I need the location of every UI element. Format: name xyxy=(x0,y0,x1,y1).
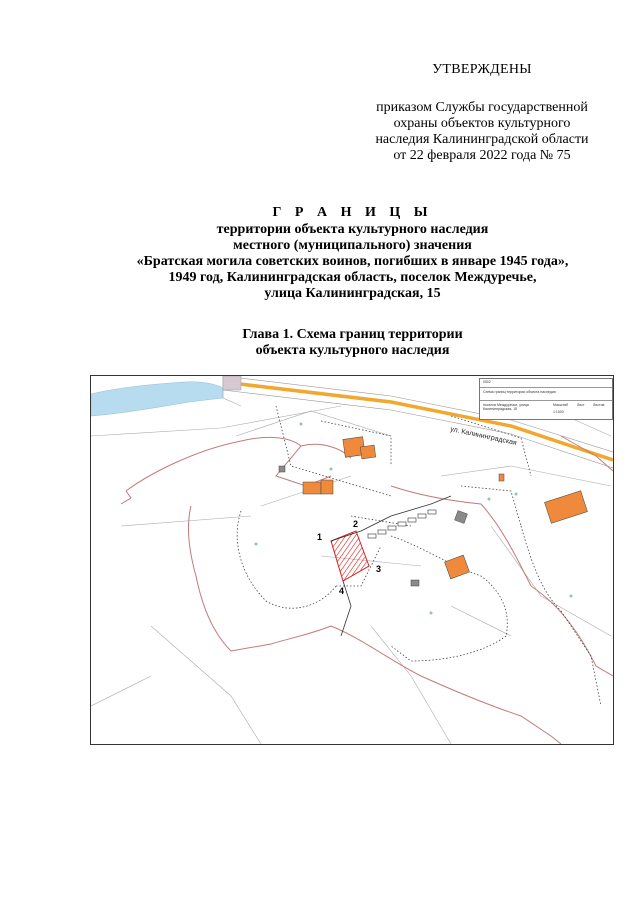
chapter-heading xyxy=(60,327,640,359)
approval-line: приказом Службы государственной xyxy=(376,100,588,115)
title-line: 1949 год, Калининградская область, поселок Междуречье, xyxy=(168,270,537,285)
boundary-map xyxy=(90,375,614,745)
parcel-dotted-lines xyxy=(237,406,601,706)
map-drawing xyxy=(91,376,613,744)
title-main: Г Р А Н И Ц Ы xyxy=(272,205,433,220)
point-label: 3 xyxy=(376,564,382,574)
object-site xyxy=(331,496,451,636)
title-line: улица Калининградская, 15 xyxy=(264,286,441,301)
water-body xyxy=(91,382,223,416)
title-line: «Братская могила советских воинов, погибших в январе 1945 года», xyxy=(136,254,569,269)
fence-segments xyxy=(368,510,436,538)
document-title xyxy=(60,205,640,302)
stamp-code: 0502 xyxy=(483,380,491,384)
point-label: 1 xyxy=(317,532,323,542)
point-label: 2 xyxy=(353,519,359,529)
approval-block xyxy=(362,62,602,164)
title-line: местного (муниципального) значения xyxy=(233,238,472,253)
stamp-scale-label: Масштаб xyxy=(553,403,568,407)
approval-line: наследия Калининградской области xyxy=(375,132,589,147)
stamp-sheets-label: Листов xyxy=(593,403,605,407)
stamp-sheet-label: Лист xyxy=(577,403,585,407)
chapter-line: объекта культурного наследия xyxy=(255,343,450,358)
approval-line: охраны объектов культурного xyxy=(393,116,571,131)
stamp-scale-value: 1:1000 xyxy=(553,410,564,414)
chapter-line: Глава 1. Схема границ территории xyxy=(242,327,463,342)
parcel-boundaries xyxy=(121,436,613,744)
title-line: территории объекта культурного наследия xyxy=(216,222,489,237)
approval-heading: УТВЕРЖДЕНЫ xyxy=(432,62,532,77)
stamp-place: поселок Междуречье, улица Калининградская, 15 xyxy=(483,403,529,411)
street-label: ул. Калининградская xyxy=(449,426,518,447)
approval-line: от 22 февраля 2022 года № 75 xyxy=(393,148,571,163)
point-label: 4 xyxy=(339,586,345,596)
map-stamp xyxy=(479,378,613,420)
stamp-title: Схема границ территории объекта наследия xyxy=(483,390,556,394)
